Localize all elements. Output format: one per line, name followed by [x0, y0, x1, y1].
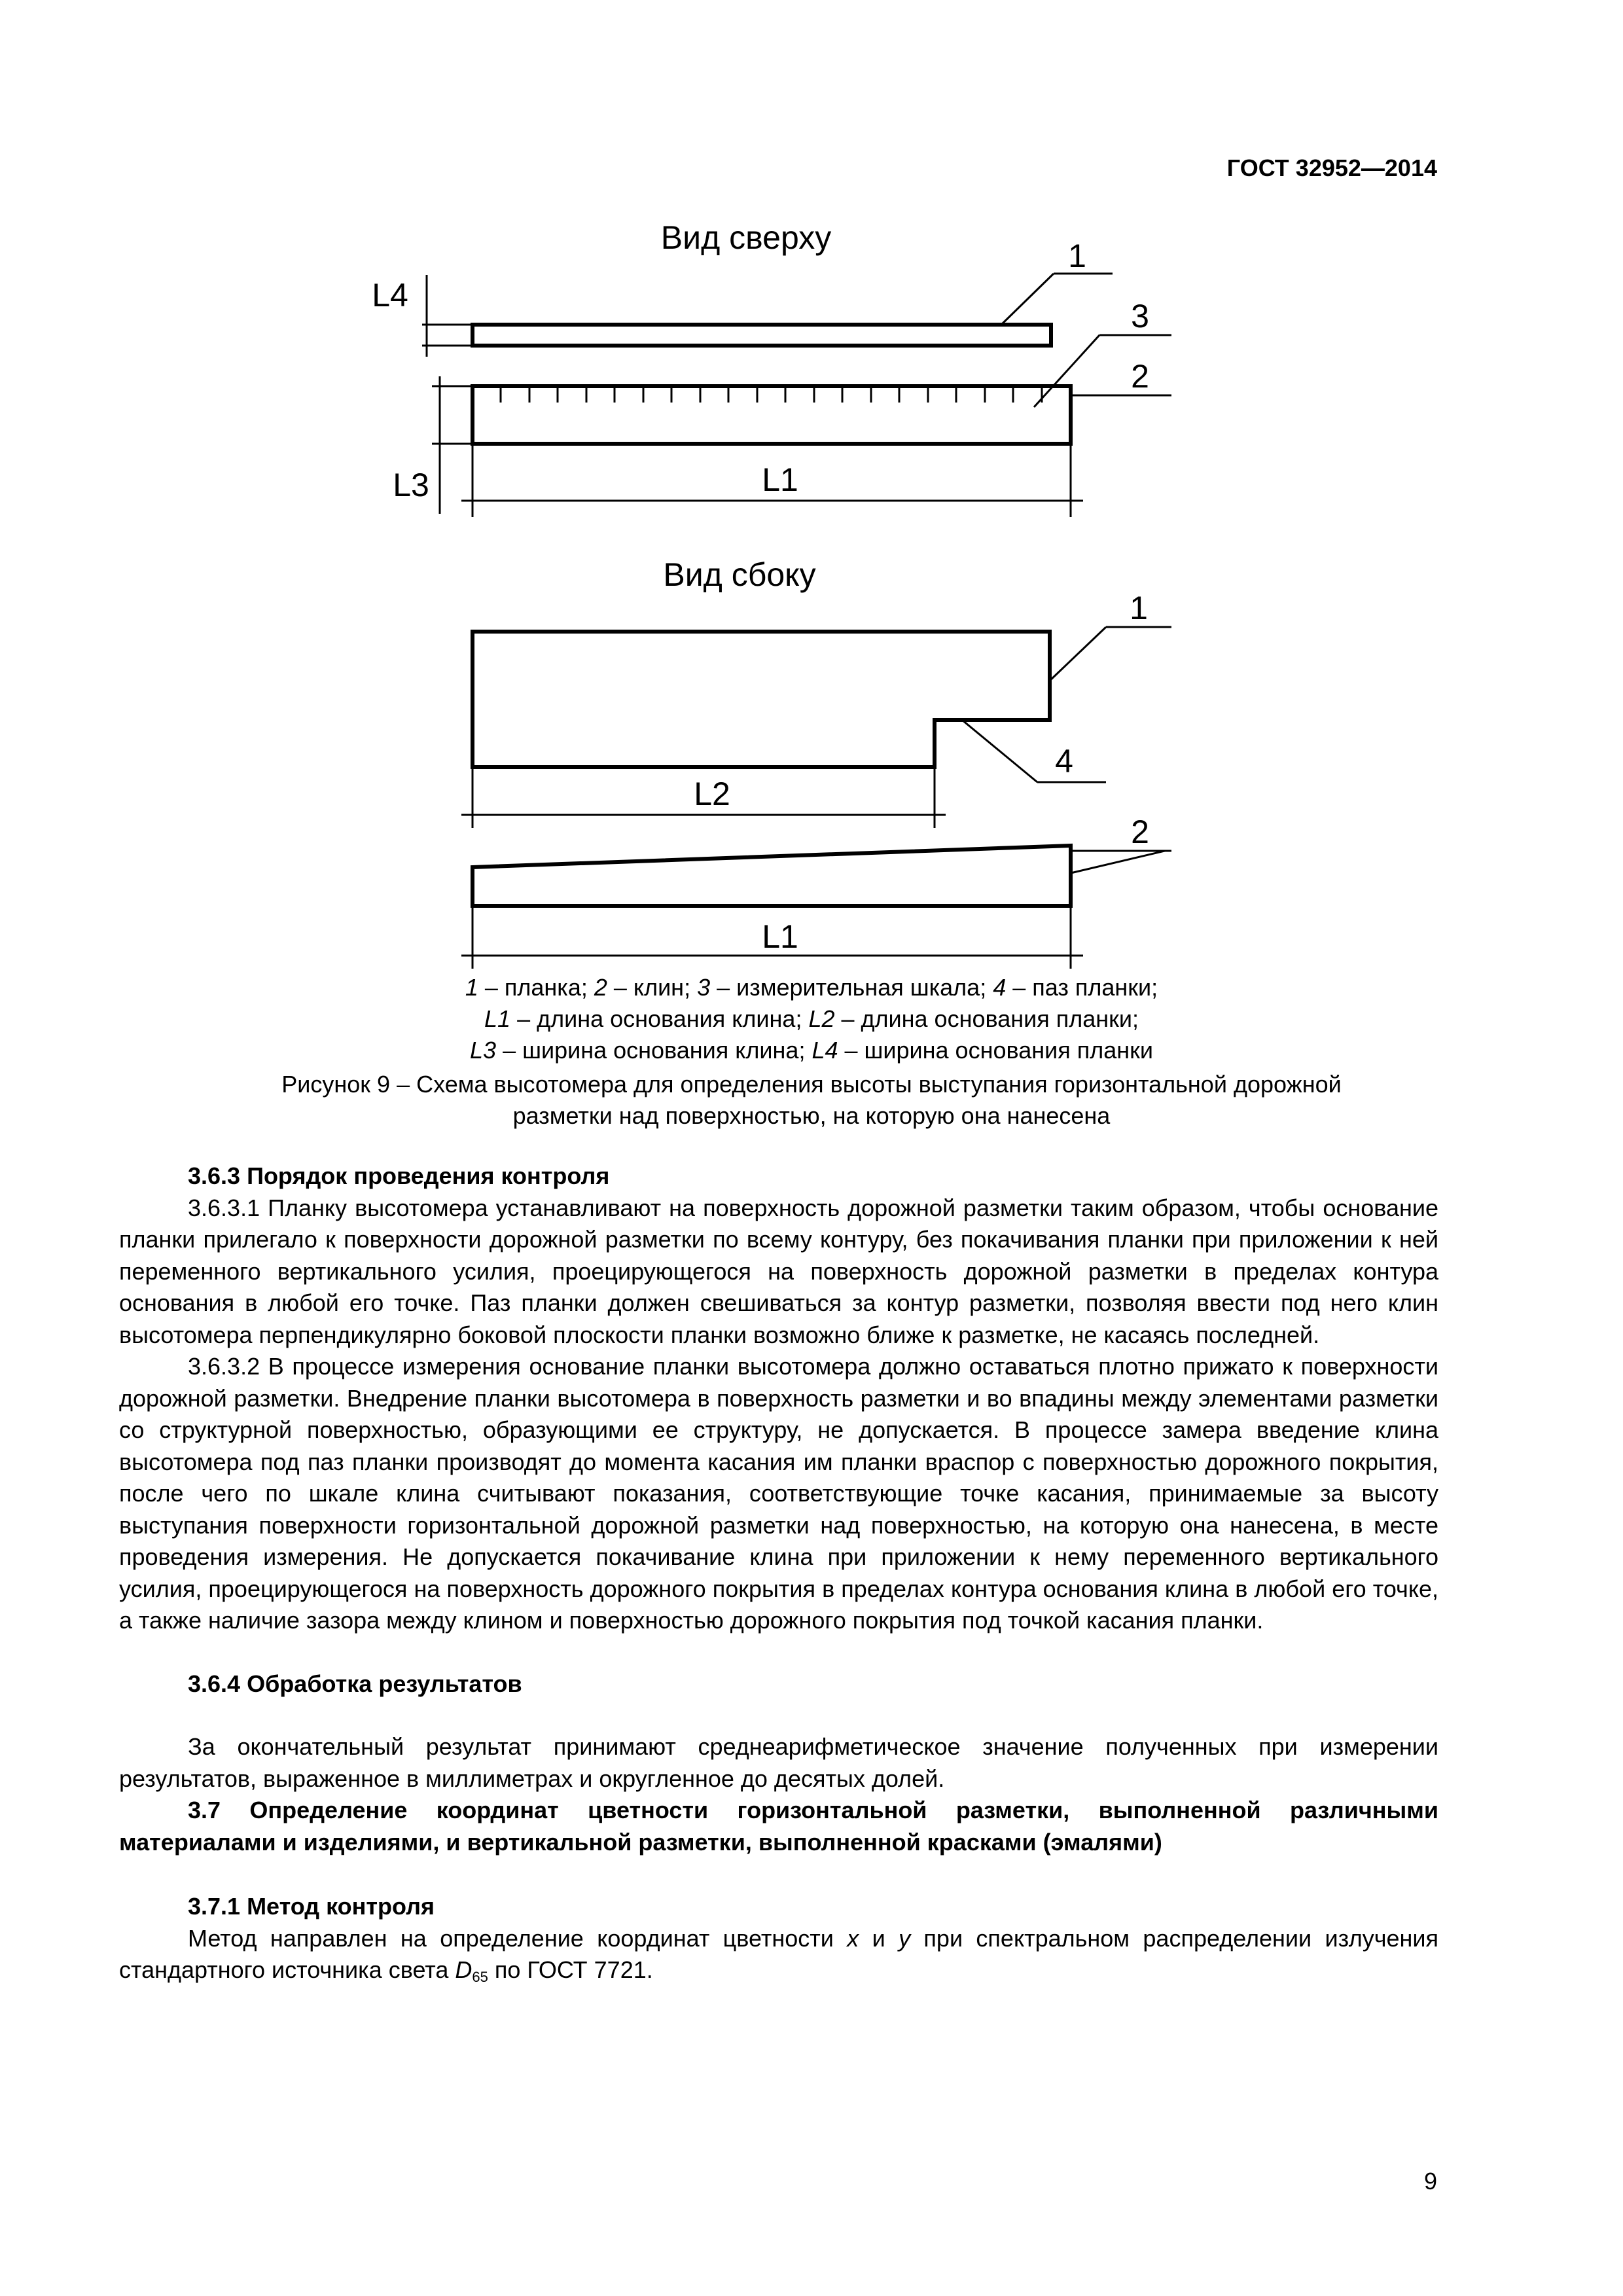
paragraph-3-6-3-1: 3.6.3.1 Планку высотомера устанавливают на поверхность дорожной разметки таким образом, чтобы основание планки прилегало к поверхности дорожной разметки по всему контуру, без покачивания планки при приложении к ней переменного вертикального усилия, проецирующегося на поверхность дорожной разметки в пределах контура основания в любой его точке. Паз планки должен свешиваться за контур разметки, позволяя ввести под него клин высотомера перпендикулярно боковой плоскости планки возможно ближе к разметке, не касаясь последней.: [119, 1194, 1438, 1348]
l1-label-side: L1: [762, 918, 798, 955]
figure-9-diagram: [0, 209, 1623, 982]
section-3-7-heading: 3.7 Определение координат цветности горизонтальной разметки, выполненной различными материалами и изделиями, и вертикальной разметки, выполненной красками (эмалями): [119, 1797, 1438, 1856]
measuring-scale: [501, 386, 1042, 403]
wedge-top-view: [473, 386, 1071, 444]
height-gauge-schematic: [0, 209, 1623, 982]
section-3-7-1-heading: 3.7.1 Метод контроля: [188, 1893, 435, 1920]
label-2-top: 2: [1131, 358, 1149, 395]
l1-label-top: L1: [762, 461, 798, 498]
side-view-title: Вид сбоку: [663, 556, 816, 593]
plank-top-view: [473, 325, 1051, 346]
legend-line-3: L3 – ширина основания клина; L4 – ширина основания планки: [470, 1037, 1153, 1064]
document-standard-number: ГОСТ 32952—2014: [1226, 154, 1437, 181]
paragraph-results: За окончательный результат принимают среднеарифметическое значение полученных при измерении результатов, выраженное в миллиметрах и округленное до десятых долей.: [119, 1733, 1438, 1792]
document-body: [119, 1160, 1438, 1986]
figure-caption-line-2: разметки над поверхностью, на которую она нанесена: [512, 1102, 1111, 1129]
paragraph-3-6-3-2: 3.6.3.2 В процессе измерения основание планки высотомера должно оставаться плотно прижато к поверхности дорожной разметки. Внедрение планки высотомера в поверхность разметки и во впадины между элементами разметки со структурной поверхностью, образующими ее структуру, не допускается. В процессе замера введение клина высотомера под паз планки производят до момента касания им планки враспор с поверхностью дорожного покрытия, после чего по шкале клина считывают показания, соответствующие точке касания, принимаемые за высоту выступания поверхности горизонтальной дорожной разметки над поверхностью, на которую она нанесена, в месте проведения измерения. Не допускается покачивание клина при приложении к нему переменного вертикального усилия, проецирующегося на поверхность дорожного покрытия в пределах контура основания клина в любой его точке, а также наличие зазора между клином и поверхностью дорожного покрытия под точкой касания планки.: [119, 1353, 1438, 1634]
l3-label: L3: [393, 467, 429, 503]
paragraph-method: Метод направлен на определение координат цветности x и y при спектральном распределении излучения стандартного источника света $D_{65}$ по ГОСТ 7721.: [119, 1924, 1439, 1985]
figure-caption: [118, 1069, 1505, 1132]
page-number: 9: [1423, 2168, 1437, 2195]
l2-label: L2: [694, 776, 730, 812]
section-3-6-4-heading: 3.6.4 Обработка результатов: [188, 1670, 522, 1697]
label-1-side: 1: [1130, 590, 1148, 626]
label-3-top: 3: [1131, 298, 1149, 334]
plank-side-view: [473, 632, 1050, 767]
section-3-6-3-heading: 3.6.3 Порядок проведения контроля: [188, 1162, 610, 1189]
label-2-side: 2: [1131, 814, 1149, 850]
label-1-top: 1: [1068, 238, 1086, 274]
top-view-title: Вид сверху: [660, 219, 832, 256]
legend-line-1: 1 – планка; 2 – клин; 3 – измерительная шкала; 4 – паз планки;: [465, 974, 1158, 1001]
wedge-side-view: [473, 846, 1071, 906]
l4-label: L4: [372, 277, 408, 314]
label-4-side: 4: [1055, 743, 1073, 780]
legend-line-2: L1 – длина основания клина; L2 – длина основания планки;: [484, 1005, 1139, 1032]
figure-legend: [118, 972, 1505, 1066]
figure-caption-line-1: Рисунок 9 – Схема высотомера для определения высоты выступания горизонтальной дорожной: [281, 1071, 1342, 1098]
